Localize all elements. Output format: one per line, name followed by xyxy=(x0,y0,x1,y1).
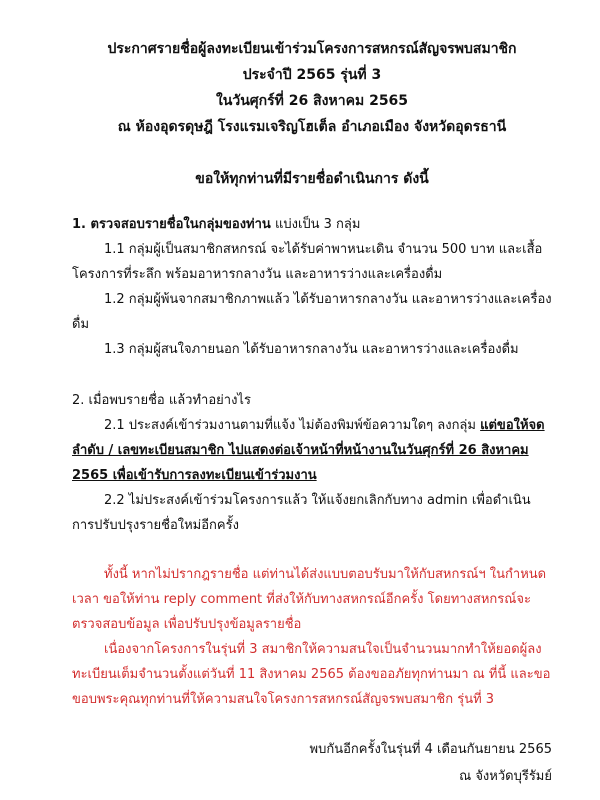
notice-paragraph-2: เนื่องจากโครงการในรุ่นที่ 3 สมาชิกให้ความสนใจเป็นจำนวนมากทำให้ยอดผู้ลงทะเบียนเต็มจำนวนตั้งแต่วันที่ 11 สิงหาคม 2565 ต้องขออภัยทุกท่านมา ณ ที่นี้ และขอขอบพระคุณทุกท่านที่ให้ความสนใจโครงการสหกรณ์สัญจรพบสมาชิก รุ่นที่ 3 xyxy=(72,642,551,707)
header-title: ประกาศรายชื่อผู้ลงทะเบียนเข้าร่วมโครงการสหกรณ์สัญจรพบสมาชิก xyxy=(107,41,517,57)
section-2 xyxy=(72,388,552,538)
notice-paragraph-1: ทั้งนี้ หากไม่ปรากฎรายชื่อ แต่ท่านได้ส่งแบบตอบรับมาให้กับสหกรณ์ฯ ในกำหนดเวลา ขอให้ท่าน reply comment ที่ส่งให้กับทางสหกรณ์อีกครั้ง โดยทางสหกรณ์จะตรวจสอบข้อมูล เพื่อปรับปรุงข้อมูลรายชื่อ xyxy=(72,567,547,632)
header-date: ในวันศุกร์ที่ 26 สิงหาคม 2565 xyxy=(215,93,409,109)
instruction-subtitle: ขอให้ทุกท่านที่มีรายชื่อดำเนินการ ดังนี้ xyxy=(195,171,429,187)
section-1-item-3: 1.3 กลุ่มผู้สนใจภายนอก ได้รับอาหารกลางวัน และอาหารว่างและเครื่องดื่ม xyxy=(104,342,519,357)
section-1-heading-suffix: แบ่งเป็น 3 กลุ่ม xyxy=(270,217,361,232)
section-2-item-1 xyxy=(72,413,552,488)
notice-block xyxy=(72,562,552,712)
header-year-batch: ประจำปี 2565 รุ่นที่ 3 xyxy=(242,67,382,83)
section-2-heading: 2. เมื่อพบรายชื่อ แล้วทำอย่างไร xyxy=(72,393,251,408)
section-2-item-2: 2.2 ไม่ประสงค์เข้าร่วมโครงการแล้ว ให้แจ้งยกเลิกกับทาง admin เพื่อดำเนินการปรับปรุงรายชื่อใหม่อีกครั้ง xyxy=(72,493,531,533)
section-1 xyxy=(72,212,552,362)
section-1-item-2: 1.2 กลุ่มผู้พ้นจากสมาชิกภาพแล้ว ได้รับอาหารกลางวัน และอาหารว่างและเครื่องดื่ม xyxy=(72,292,552,332)
signoff-next-batch: พบกันอีกครั้งในรุ่นที่ 4 เดือนกันยายน 2565 xyxy=(309,742,552,757)
signoff xyxy=(72,736,552,790)
section-1-heading: 1. ตรวจสอบรายชื่อในกลุ่มของท่าน xyxy=(72,217,271,232)
section-2-item-1-text: 2.1 ประสงค์เข้าร่วมงานตามที่แจ้ง ไม่ต้องพิมพ์ข้อความใดๆ ลงกลุ่ม xyxy=(104,418,481,433)
announcement-header xyxy=(72,36,552,140)
header-venue: ณ ห้องอุดรดุษฎี โรงแรมเจริญโฮเต็ล อำเภอเมือง จังหวัดอุดรธานี xyxy=(117,119,507,135)
section-2-item-1-emphasis: แต่ขอให้จดลำดับ / เลขทะเบียนสมาชิก ไปแสดงต่อเจ้าหน้าที่หน้างานในวันศุกร์ที่ 26 สิงหาคม 2565 เพื่อเข้ารับการลงทะเบียนเข้าร่วมงาน xyxy=(72,418,545,483)
section-1-item-1: 1.1 กลุ่มผู้เป็นสมาชิกสหกรณ์ จะได้รับค่าพาหนะเดิน จำนวน 500 บาท และเสื้อโครงการที่ระลึก พร้อมอาหารกลางวัน และอาหารว่างและเครื่องดื่ม xyxy=(72,242,543,282)
signoff-location: ณ จังหวัดบุรีรัมย์ xyxy=(459,769,552,784)
